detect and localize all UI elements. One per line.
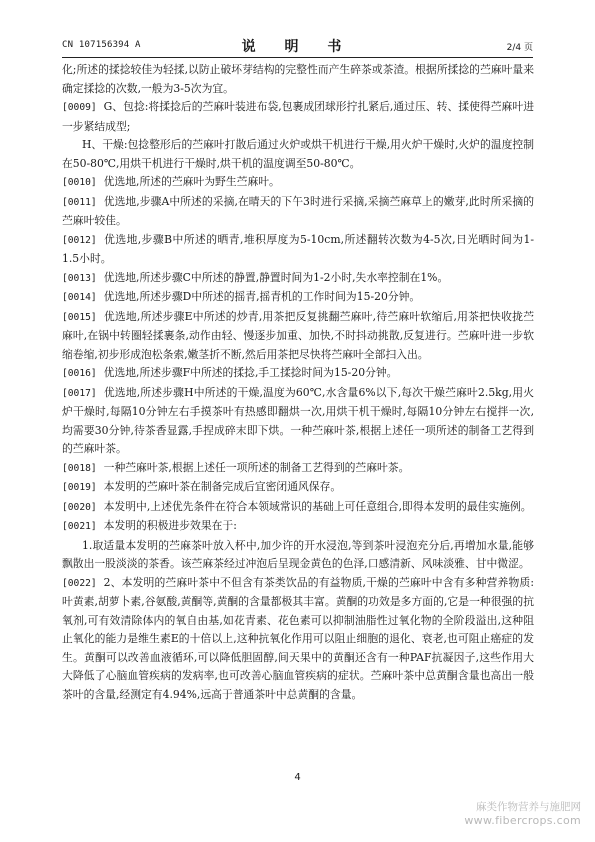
paragraph bbox=[62, 384, 534, 459]
paragraph bbox=[62, 193, 534, 231]
paragraph-text: 优选地,所述步骤H中所述的干燥,温度为60℃,水含量6%以下,每次干燥苎麻叶2.5kg,用火炉干燥时,每隔10分钟左右手摸茶叶有热感即翻烘一次,用烘干机干燥时,每隔10分钟左右搅拌一次,均需要30分钟,待茶香显露,手捏成碎末即下烘。一种苎麻叶茶,根据上述任一项所述的制备工艺得到的苎麻叶茶。 bbox=[62, 385, 534, 455]
description-body bbox=[62, 61, 534, 704]
paragraph bbox=[62, 288, 534, 308]
watermark-site-name: 麻类作物营养与施肥网 bbox=[476, 801, 581, 813]
page-header bbox=[62, 37, 533, 53]
paragraph bbox=[62, 98, 534, 136]
paragraph bbox=[62, 231, 534, 269]
paragraph-text: 本发明的积极进步效果在于: bbox=[103, 519, 237, 532]
paragraph-text: 优选地,步骤B中所述的晒青,堆积厚度为5-10cm,所述翻转次数为4-5次,日光晒时间为1-1.5小时。 bbox=[62, 232, 534, 265]
paragraph bbox=[62, 269, 534, 289]
paragraph-text: 优选地,所述步骤D中所述的摇青,摇青机的工作时间为15-20分钟。 bbox=[103, 290, 421, 303]
paragraph-text: H、干燥:包捻整形后的苎麻叶打散后通过火炉或烘干机进行干燥,用火炉干燥时,火炉的温度控制在50-80℃,用烘干机进行干燥时,烘干机的温度调至50-80℃。 bbox=[62, 138, 534, 170]
paragraph bbox=[62, 537, 534, 574]
paragraph bbox=[62, 478, 534, 498]
page-number: 4 bbox=[294, 772, 301, 783]
paragraph-text: 本发明的苎麻叶茶在制备完成后宜密闭通风保存。 bbox=[103, 480, 342, 493]
header-rule bbox=[62, 57, 533, 58]
paragraph-text: 2、本发明的苎麻叶茶中不但含有茶类饮品的有益物质,干燥的苎麻叶中含有多种营养物质:叶黄素,胡萝卜素,谷氨酸,黄酮等,黄酮的含量都极其丰富。黄酮的功效是多方面的,它是一种很强的抗氧剂,可有效清除体内的氧自由基,如花青素、花色素可以抑制油脂性过氧化物的全阶段溢出,这种阻止氧化的能力是维生素E的十倍以上,这种抗氧化作用可以阻止细胞的退化、衰老,也可阻止癌症的发生。黄酮可以改善血液循环,可以降低胆固醇,间天果中的黄酮还含有一种PAF抗凝因子,这些作用大大降低了心脑血管疾病的发病率,也可改善心脑血管疾病的症状。苎麻叶茶中总黄酮含量也高出一般茶叶的含量,经测定有4.94%,远高于普通茶叶中总黄酮的含量。 bbox=[62, 575, 534, 701]
paragraph-number: [0013] bbox=[62, 272, 97, 284]
paragraph-text: 优选地,所述步骤F中所述的揉捻,手工揉捻时间为15-20分钟。 bbox=[103, 366, 398, 379]
paragraph-number: [0016] bbox=[62, 368, 97, 379]
paragraph-text: 本发明中,上述优先条件在符合本领域常识的基础上可任意组合,即得本发明的最佳实施例。 bbox=[103, 499, 532, 513]
paragraph-number: [0009] bbox=[62, 102, 97, 113]
paragraph-number: [0018] bbox=[62, 462, 97, 474]
paragraph bbox=[62, 498, 534, 518]
paragraph-number: [0021] bbox=[62, 521, 97, 532]
paragraph-number: [0020] bbox=[62, 501, 97, 513]
paragraph-number: [0014] bbox=[62, 292, 97, 303]
paragraph-text: 优选地,所述步骤E中所述的炒青,用茶把反复挑翻苎麻叶,待苎麻叶软缩后,用茶把快收拢苎麻叶,在锅中转圈轻揉裹条,动作由轻、慢逐步加重、加快,不时抖动挑散,反复进行。苎麻叶进一步软缩卷缩,初步形成泡松条索,嫩茎折不断,然后用茶把尽快将苎麻叶全部扫入出。 bbox=[62, 309, 534, 361]
page-indicator: 2/4 页 bbox=[506, 43, 533, 53]
document-title: 说 明 书 bbox=[241, 39, 354, 55]
patent-number: CN 107156394 A bbox=[62, 40, 141, 50]
paragraph-text: 优选地,步骤A中所述的采摘,在晴天的下午3时进行采摘,采摘苎麻草上的嫩芽,此时所采摘的苎麻叶较佳。 bbox=[62, 194, 534, 227]
paragraph-number: [0015] bbox=[62, 311, 97, 323]
paragraph-number: [0012] bbox=[62, 234, 97, 246]
paragraph-text: 化;所述的揉捻较佳为轻揉,以防止破坏芽结构的完整性而产生碎茶或茶渣。根据所揉捻的苎麻叶量来确定揉捻的次数,一般为3-5次为宜。 bbox=[62, 63, 534, 95]
paragraph-number: [0011] bbox=[62, 196, 97, 208]
paragraph bbox=[62, 173, 534, 193]
paragraph-number: [0022] bbox=[62, 577, 97, 589]
paragraph-text: 一种苎麻叶茶,根据上述任一项所述的制备工艺得到的苎麻叶茶。 bbox=[103, 460, 410, 474]
watermark-url: www.fibercrops.com bbox=[464, 814, 581, 827]
paragraph-number: [0017] bbox=[62, 387, 97, 399]
paragraph bbox=[62, 517, 534, 537]
paragraph bbox=[62, 61, 534, 98]
paragraph-text: 优选地,所述的苎麻叶为野生苎麻叶。 bbox=[103, 175, 280, 188]
paragraph bbox=[62, 574, 534, 705]
paragraph-text: 优选地,所述步骤C中所述的静置,静置时间为1-2小时,失水率控制在1%。 bbox=[103, 270, 449, 284]
paragraph bbox=[62, 136, 534, 173]
paragraph bbox=[62, 459, 534, 479]
paragraph bbox=[62, 364, 534, 384]
watermark bbox=[464, 800, 581, 828]
paragraph-text: G、包捻:将揉捻后的苎麻叶装进布袋,包裹成团球形拧扎紧后,通过压、转、揉使得苎麻叶进一步紧结成型; bbox=[62, 100, 534, 133]
paragraph bbox=[62, 308, 534, 365]
paragraph-text: 1.取适量本发明的苎麻茶叶放入杯中,加少许的开水浸泡,等到茶叶浸泡充分后,再增加水量,能够飘散出一股淡淡的茶香。该苎麻茶经过冲泡后呈现金黄色的色泽,口感清新、风味淡雅、甘中微涩。 bbox=[62, 538, 534, 570]
paragraph-number: [0010] bbox=[62, 177, 97, 188]
paragraph-number: [0019] bbox=[62, 482, 97, 493]
